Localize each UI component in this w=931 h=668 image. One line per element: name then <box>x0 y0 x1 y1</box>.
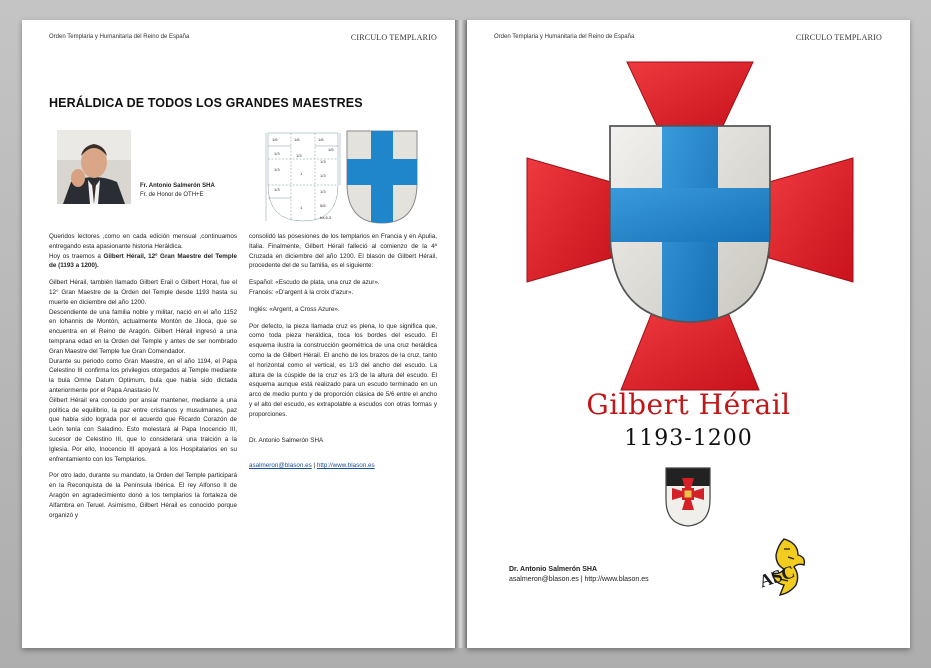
blazon-french: Francés: «D'argent à la croix d'azur». <box>249 288 354 296</box>
paragraph: Gilbert Hérail, también llamado Gilbert Erail o Gilbert Horal, fue el 12° Gran Maestre de la Orden del Temple desde 1193 hasta su muerte en diciembre del año 1200. <box>49 279 237 306</box>
signature: Dr. Antonio Salmerón SHA <box>249 436 324 444</box>
author-footer <box>509 565 649 585</box>
sketch-label: 1/3 <box>320 159 326 164</box>
asc-griffin-logo <box>754 535 810 601</box>
text-column-2 <box>249 232 437 478</box>
templar-cross-coat-of-arms <box>525 60 855 395</box>
footer-author-name: Dr. Antonio Salmerón SHA <box>509 566 598 573</box>
photo-caption <box>140 182 215 200</box>
coat-of-arms-small <box>345 129 419 225</box>
running-header-left: Orden Templaria y Humanitaria del Reino de España <box>494 34 635 40</box>
paragraph: Hoy os traemos a Gilbert Hérail, 12º Gran Maestre del Temple de (1193 a 1200). <box>49 252 237 270</box>
paragraph: consolidó las posesiones de los templarios en Francia y en Apulia, Italia. Finalmente, Gilbert Hérail falleció al comienzo de la 4ª Cruzada en diciembre del año 1200. El blasón de Gilbert Hérail, procedente del de su familia, es el siguiente: <box>249 233 437 270</box>
coat-dates: 1193-1200 <box>624 426 753 451</box>
paragraph: Por defecto, la pieza llamada cruz es plena, lo que significa que, como toda pieza heráldica, toca los bordes del escudo. El esquema ilustra la construcción geométrica de una cruz heráldica como la de Gilbert Hérail. El ancho de los brazos de la cruz, tanto el horizontal como el vertical, es 1/3 del ancho del escudo. La altura de la cúspide de la cruz es 1/3 de la altura del escudo. El esquema aunque está realizado para un escudo terminado en un arco de medio punto y de proporción clásica de 5/6 entre el ancho y el alto del escudo, es extrapolable a escudos con otras formas y proporciones. <box>249 322 437 418</box>
sketch-label: 1/3 <box>320 173 326 178</box>
sketch-label: 1/6 <box>272 137 278 142</box>
sketch-label: 5/6 <box>320 203 326 208</box>
running-header-right: CIRCULO TEMPLARIO <box>350 33 437 42</box>
author-portrait-image <box>57 130 131 204</box>
text-column-1 <box>49 232 237 527</box>
paragraph: Queridos lectores ,como en cada edición mensual ,continuamos entregando esta apasionante historia Heráldica. <box>49 233 237 250</box>
right-page <box>467 20 910 648</box>
paragraph: Gilbert Hérail era conocido por ansiar mantener, mediante a una política de equilibrio, la paz entre cristianos y musulmanes, paz que había sido lograda por el acuerdo que Ricardo Corazón de León tenía con Saladino. Esto molestará al Papa Inocencio III, sucesor de Celestino III, que lo considerará una traición a la Iglesia. Por ello, Inocencio III apoyará a los Hospitalarios en su enfrentamiento con los Templarios. <box>49 396 237 463</box>
sketch-label: 1/3 <box>274 167 280 172</box>
blazon-english: Inglés: «Argent, a Cross Azure». <box>249 305 340 313</box>
author-photo <box>57 130 131 204</box>
sketch-label: 1 <box>300 171 303 176</box>
running-header-right: CIRCULO TEMPLARIO <box>795 33 882 42</box>
footer-contact: asalmeron@blason.es | http://www.blason.es <box>509 576 649 583</box>
sketch-label: 1 <box>300 205 303 210</box>
highlight-name: Gilbert Hérail, 12º Gran Maestre del Temple de (1193 a 1200). <box>49 252 237 270</box>
email-link[interactable]: asalmeron@blason.es <box>249 462 312 470</box>
blazon-spanish: Español: «Escudo de plata, una cruz de azur». <box>249 279 380 287</box>
left-page <box>22 20 455 648</box>
sketch-label: 1/3 <box>274 151 280 156</box>
contact-line: asalmeron@blason.es | http://www.blason.es <box>249 462 375 470</box>
logo-text: ASC <box>756 561 798 592</box>
cross-construction-sketch <box>264 129 342 225</box>
sketch-label: 1/6 <box>318 137 324 142</box>
author-role: Fr. de Honor de OTH+E <box>140 192 204 198</box>
sketch-label: 1/6 <box>294 137 300 142</box>
page-gutter <box>455 20 467 648</box>
sketch-label: 1/3 <box>296 153 302 158</box>
sketch-label: 1/6 <box>328 147 334 152</box>
paragraph: Por otro lado, durante su mandato, la Orden del Temple participará en la Reconquista de la Península Ibérica. El rey Alfonso II de Aragón en agradecimiento donó a los templarios la fortaleza de Alfambra en Teruel. Asimismo, Gilbert Hérail es conocido porque organizó y <box>49 472 237 519</box>
website-link[interactable]: http://www.blason.es <box>316 462 375 470</box>
sketch-label: 1/3 <box>274 187 280 192</box>
running-header-left: Orden Templaria y Humanitaria del Reino de España <box>49 34 190 40</box>
sketch-label: 1/3 <box>320 189 326 194</box>
author-name: Fr. Antonio Salmerón SHA <box>140 183 215 189</box>
page-title: HERÁLDICA DE TODOS LOS GRANDES MAESTRES <box>49 96 363 110</box>
sketch-label: ba 6-5 <box>320 215 332 220</box>
coat-name: Gilbert Hérail <box>586 388 791 421</box>
paragraph: Durante su periodo como Gran Maestre, en el año 1194, el Papa Celestino III confirma los privilegios otorgados al Temple mediante la bula Omne Datum Optimum, bula que había sido dictada anteriormente por el Papa Anastasio IV. <box>49 357 237 394</box>
templar-badge-icon <box>664 466 712 528</box>
paragraph: Descendiente de una familia noble y militar, nació en el año 1152 en Iohannis de Montón, actualmente Montón de Jiloca, que se encuentra en el Reino de Aragón. Gilbert Hérail ingresó a una temprana edad en la Orden del Temple y antes de ser nombrado Gran Maestre del Temple fue Gran Comendador. <box>49 308 237 355</box>
